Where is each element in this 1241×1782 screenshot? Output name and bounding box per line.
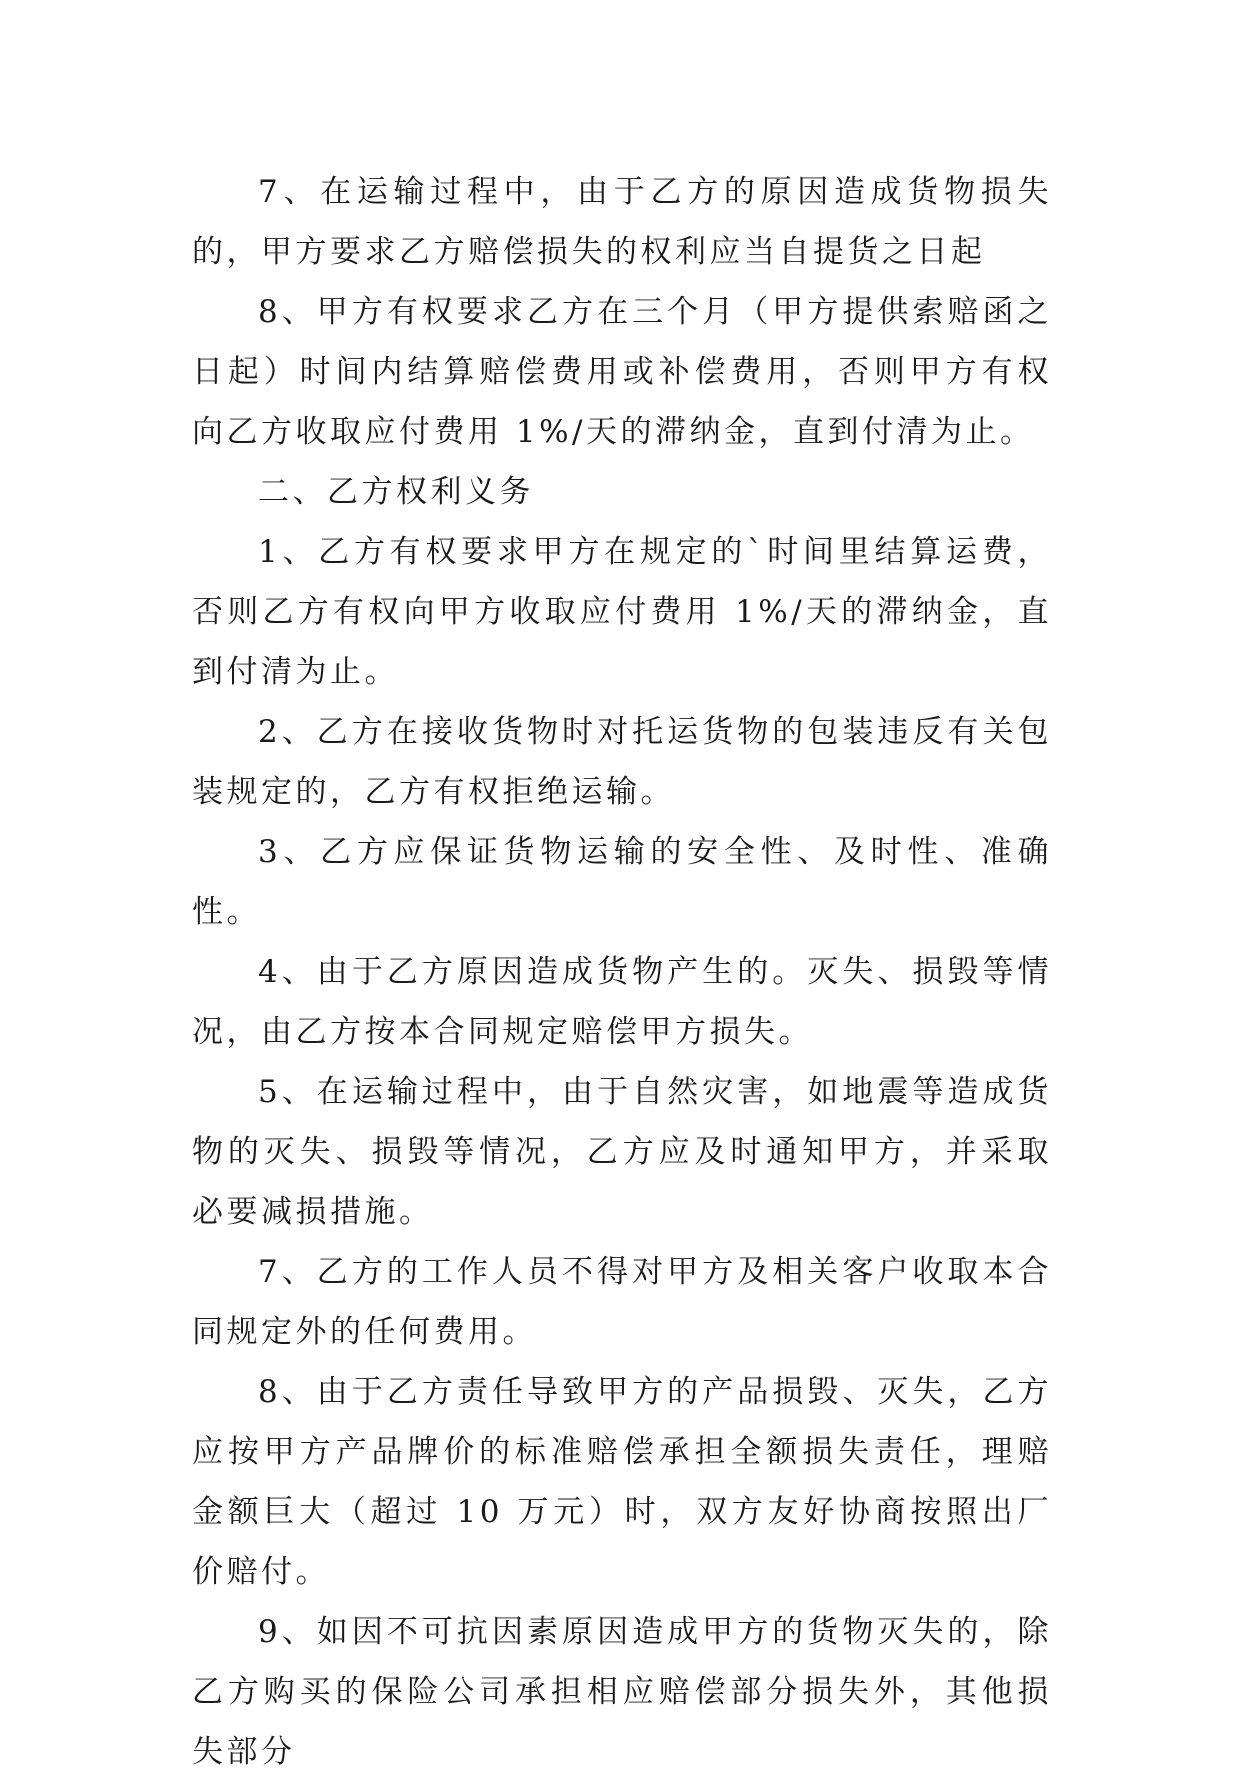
paragraph-clause-7-loss-claim: 7、在运输过程中，由于乙方的原因造成货物损失的，甲方要求乙方赔偿损失的权利应当自提货之日起 [192, 174, 1052, 270]
paragraph-b-clause-3: 3、乙方应保证货物运输的安全性、及时性、准确性。 [192, 834, 1052, 930]
document-body [192, 162, 1052, 1782]
paragraph-clause-8-settlement: 8、甲方有权要求乙方在三个月（甲方提供索赔函之日起）时间内结算赔偿费用或补偿费用，否则甲方有权向乙方收取应付费用 1%/天的滞纳金，直到付清为止。 [192, 294, 1052, 450]
section-heading-party-b-rights: 二、乙方权利义务 [258, 474, 534, 510]
paragraph-b-clause-5: 5、在运输过程中，由于自然灾害，如地震等造成货物的灭失、损毁等情况，乙方应及时通知甲方，并采取必要减损措施。 [192, 1074, 1052, 1230]
paragraph-b-clause-8: 8、由于乙方责任导致甲方的产品损毁、灭失，乙方应按甲方产品牌价的标准赔偿承担全额损失责任，理赔金额巨大（超过 10 万元）时，双方友好协商按照出厂价赔付。 [192, 1374, 1052, 1590]
paragraph-b-clause-7: 7、乙方的工作人员不得对甲方及相关客户收取本合同规定外的任何费用。 [192, 1254, 1052, 1350]
paragraph-b-clause-2: 2、乙方在接收货物时对托运货物的包装违反有关包装规定的，乙方有权拒绝运输。 [192, 714, 1052, 810]
paragraph-b-clause-4: 4、由于乙方原因造成货物产生的。灭失、损毁等情况，由乙方按本合同规定赔偿甲方损失。 [192, 954, 1052, 1050]
paragraph-b-clause-1: 1、乙方有权要求甲方在规定的`时间里结算运费，否则乙方有权向甲方收取应付费用 1%/天的滞纳金，直到付清为止。 [192, 534, 1052, 690]
paragraph-b-clause-9: 9、如因不可抗因素原因造成甲方的货物灭失的，除乙方购买的保险公司承担相应赔偿部分损失外，其他损失部分 [192, 1614, 1052, 1770]
